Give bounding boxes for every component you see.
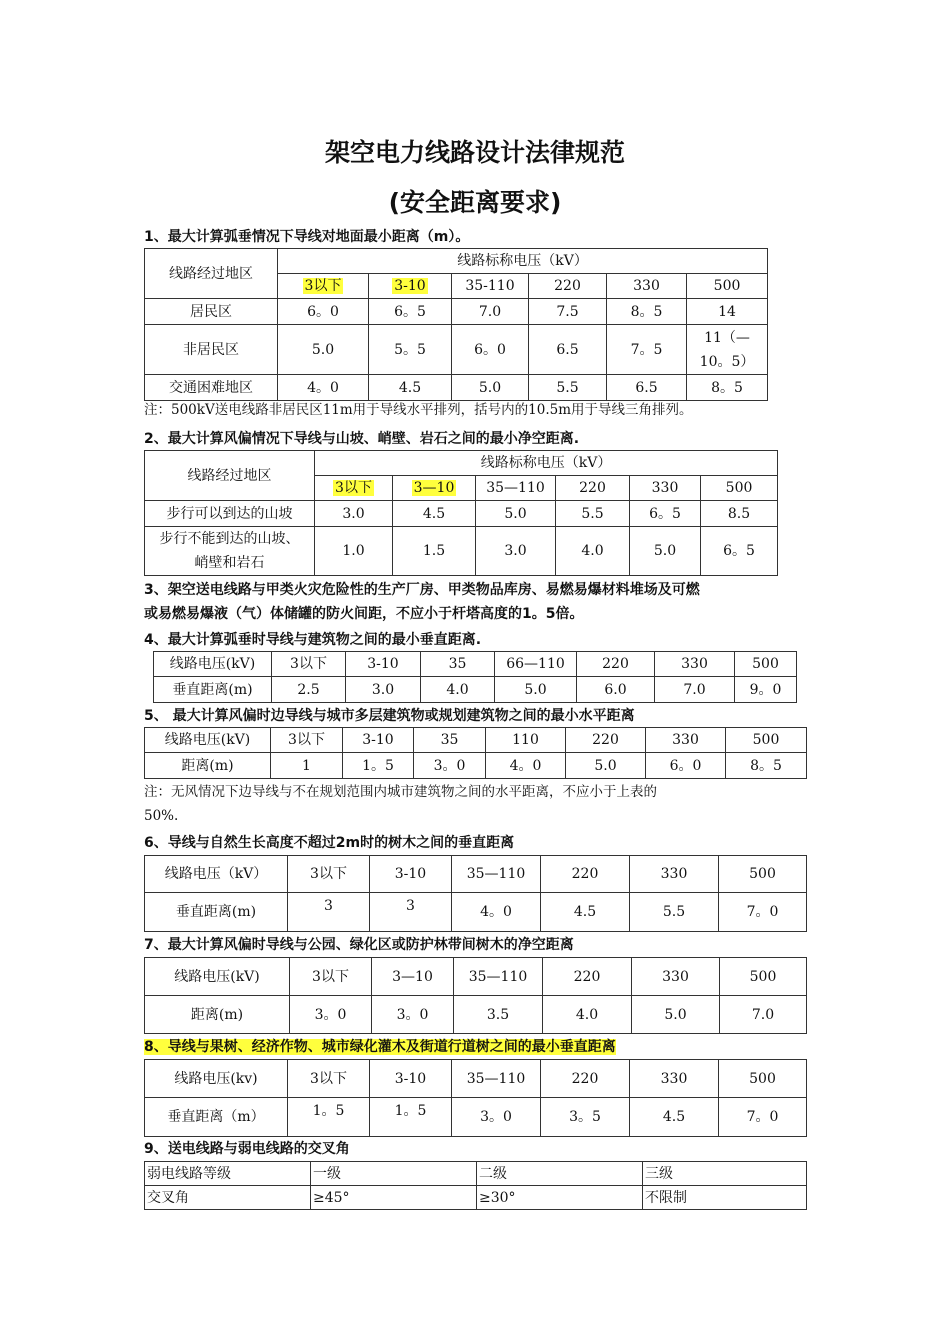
value-cell: 9。0 [735, 677, 797, 703]
highlighted-text: 3以下 [304, 278, 342, 294]
value-cell: 7.0 [655, 677, 735, 703]
value-cell: 3 [288, 893, 370, 932]
grade-cell: 二级 [477, 1162, 643, 1186]
voltage-cell: 3-10 [370, 856, 452, 893]
table-ground-distance [144, 248, 768, 401]
row-label: 步行可以到达的山坡 [145, 501, 315, 527]
value-cell: 6。5 [701, 527, 778, 576]
voltage-cell: 330 [607, 274, 687, 299]
voltage-cell: 330 [655, 652, 735, 677]
table-building-vertical [153, 651, 797, 703]
row-label: 垂直距离（m） [145, 1098, 288, 1137]
voltage-cell: 3以下 [271, 728, 343, 753]
value-cell: 6.0 [577, 677, 655, 703]
voltage-cell [393, 476, 476, 501]
table-crossing-angle [144, 1161, 807, 1210]
value-cell: 7.5 [529, 299, 607, 325]
value-cell: 4.0 [421, 677, 495, 703]
voltage-cell: 220 [566, 728, 646, 753]
section-5-note-line-2: 50%. [144, 808, 179, 824]
row-label: 非居民区 [145, 325, 278, 375]
voltage-header: 线路标称电压（kV） [315, 451, 778, 476]
row-label: 线路电压(kV) [154, 652, 272, 677]
grade-cell: 一级 [311, 1162, 477, 1186]
table-building-horizontal [144, 727, 807, 779]
voltage-cell: 3以下 [288, 1060, 370, 1098]
value-cell: 1.0 [315, 527, 393, 576]
section-3-line-1: 3、架空送电线路与甲类火灾危险性的生产厂房、甲类物品库房、易燃易爆材料堆场及可燃 [144, 582, 700, 598]
label-line: 步行不能到达的山坡、 [159, 531, 300, 547]
voltage-cell: 35—110 [452, 1060, 541, 1098]
row-label: 交叉角 [145, 1186, 311, 1210]
area-header: 线路经过地区 [145, 249, 278, 299]
voltage-cell: 35—110 [476, 476, 556, 501]
voltage-cell: 3—10 [372, 958, 454, 996]
value-cell [687, 325, 768, 375]
voltage-cell: 35 [421, 652, 495, 677]
value-cell: 7。0 [719, 893, 807, 932]
value-cell: 6.5 [529, 325, 607, 375]
value-cell: 4。0 [278, 375, 369, 401]
row-label: 距离(m) [145, 996, 290, 1034]
highlighted-text: 3以下 [335, 480, 372, 496]
document-subtitle: (安全距离要求) [388, 188, 562, 217]
voltage-cell: 500 [719, 856, 807, 893]
value-cell: 1.5 [393, 527, 476, 576]
angle-cell: 不限制 [643, 1186, 807, 1210]
document-title: 架空电力线路设计法律规范 [324, 138, 625, 167]
row-label: 弱电线路等级 [145, 1162, 311, 1186]
voltage-cell: 35—110 [452, 856, 541, 893]
section-5-heading: 5、 最大计算风偏时边导线与城市多层建筑物或规划建筑物之间的最小水平距离 [144, 708, 635, 724]
value-cell: 5.5 [556, 501, 630, 527]
voltage-cell: 35-110 [452, 274, 529, 299]
value-cell: 1。5 [343, 753, 414, 779]
value-cell: 5.0 [632, 996, 720, 1034]
row-label: 垂直距离(m) [145, 893, 288, 932]
voltage-cell: 220 [541, 1060, 630, 1098]
value-cell: 3。5 [541, 1098, 630, 1137]
section-2-heading: 2、最大计算风偏情况下导线与山坡、峭壁、岩石之间的最小净空距离. [144, 431, 580, 447]
value-cell: 2.5 [272, 677, 346, 703]
row-label: 距离(m) [145, 753, 271, 779]
section-5-note-line-1: 注：无风情况下边导线与不在规划范围内城市建筑物之间的水平距离，不应小于上表的 [144, 784, 657, 800]
highlighted-text: 3-10 [394, 278, 426, 294]
section-6-heading: 6、导线与自然生长高度不超过2m时的树木之间的垂直距离 [144, 835, 515, 851]
value-cell: 3.0 [315, 501, 393, 527]
row-label: 交通困难地区 [145, 375, 278, 401]
value-cell: 5.0 [452, 375, 529, 401]
value-cell: 4.5 [541, 893, 630, 932]
value-cell: 8。5 [726, 753, 807, 779]
voltage-cell: 330 [632, 958, 720, 996]
voltage-cell [278, 274, 369, 299]
table-natural-trees [144, 855, 807, 932]
value-cell: 3。0 [452, 1098, 541, 1137]
row-label: 线路电压(kV) [145, 728, 271, 753]
row-label: 垂直距离(m) [154, 677, 272, 703]
voltage-cell: 330 [630, 856, 719, 893]
value-cell: 5.5 [630, 893, 719, 932]
table-park-trees [144, 957, 807, 1034]
voltage-cell: 3-10 [346, 652, 421, 677]
voltage-cell: 330 [630, 1060, 719, 1098]
voltage-cell: 500 [720, 958, 807, 996]
value-cell: 3.5 [454, 996, 543, 1034]
voltage-cell: 500 [726, 728, 807, 753]
voltage-cell: 3以下 [288, 856, 370, 893]
voltage-cell: 3-10 [370, 1060, 452, 1098]
value-cell: 7.0 [720, 996, 807, 1034]
voltage-cell: 220 [541, 856, 630, 893]
value-cell: 1。5 [370, 1098, 452, 1137]
value-cell: 4.5 [393, 501, 476, 527]
value-cell: 5。5 [369, 325, 452, 375]
voltage-cell: 500 [719, 1060, 807, 1098]
voltage-cell: 220 [556, 476, 630, 501]
voltage-cell: 330 [646, 728, 726, 753]
value-cell: 6。0 [452, 325, 529, 375]
voltage-cell: 500 [701, 476, 778, 501]
value-cell: 6。5 [630, 501, 701, 527]
value-cell: 6.5 [607, 375, 687, 401]
section-4-heading: 4、最大计算弧垂时导线与建筑物之间的最小垂直距离. [144, 632, 482, 648]
voltage-cell: 500 [687, 274, 768, 299]
voltage-cell: 220 [529, 274, 607, 299]
section-9-heading: 9、送电线路与弱电线路的交叉角 [144, 1141, 350, 1157]
section-7-heading: 7、最大计算风偏时导线与公园、绿化区或防护林带间树木的净空距离 [144, 937, 574, 953]
grade-cell: 三级 [643, 1162, 807, 1186]
highlighted-heading: 8、导线与果树、经济作物、城市绿化灌木及街道行道树之间的最小垂直距离 [144, 1039, 616, 1055]
value-cell: 4.5 [630, 1098, 719, 1137]
value-cell: 4。0 [452, 893, 541, 932]
value-cell: 8.5 [701, 501, 778, 527]
section-1-note: 注：500kV送电线路非居民区11m用于导线水平排列，括号内的10.5m用于导线三角排列。 [144, 402, 693, 418]
voltage-cell: 35—110 [454, 958, 543, 996]
row-label: 线路电压(kv) [145, 1060, 288, 1098]
value-cell: 6。0 [278, 299, 369, 325]
value-cell: 5.0 [630, 527, 701, 576]
angle-cell: ≥30° [477, 1186, 643, 1210]
highlighted-text: 3—10 [413, 480, 455, 496]
value-line: 11（— [704, 329, 750, 346]
value-cell: 3 [370, 893, 452, 932]
voltage-cell: 220 [577, 652, 655, 677]
value-cell: 4。0 [486, 753, 566, 779]
voltage-cell: 330 [630, 476, 701, 501]
value-cell: 4.5 [369, 375, 452, 401]
section-8-heading [144, 1037, 616, 1057]
value-cell: 3.0 [346, 677, 421, 703]
voltage-cell: 35 [414, 728, 486, 753]
label-line: 峭壁和岩石 [194, 555, 265, 571]
value-cell: 7.0 [452, 299, 529, 325]
row-label [145, 527, 315, 576]
value-cell: 8。5 [607, 299, 687, 325]
value-cell: 3。0 [414, 753, 486, 779]
voltage-cell: 500 [735, 652, 797, 677]
voltage-header: 线路标称电压（kV） [278, 249, 768, 274]
value-cell: 1。5 [288, 1098, 370, 1137]
value-cell: 5.0 [495, 677, 577, 703]
area-header: 线路经过地区 [145, 451, 315, 501]
value-cell: 3.0 [476, 527, 556, 576]
row-label: 居民区 [145, 299, 278, 325]
table-fruit-trees [144, 1059, 807, 1137]
value-cell: 7。5 [607, 325, 687, 375]
value-cell: 5.0 [566, 753, 646, 779]
value-cell: 3。0 [372, 996, 454, 1034]
section-1-heading: 1、最大计算弧垂情况下导线对地面最小距离（m）。 [144, 229, 470, 245]
value-cell: 7。0 [719, 1098, 807, 1137]
value-cell: 5.5 [529, 375, 607, 401]
value-cell: 6。0 [646, 753, 726, 779]
voltage-cell [369, 274, 452, 299]
value-cell: 4.0 [556, 527, 630, 576]
value-cell: 6。5 [369, 299, 452, 325]
value-cell: 5.0 [476, 501, 556, 527]
value-cell: 14 [687, 299, 768, 325]
voltage-cell: 3以下 [272, 652, 346, 677]
table-slope-clearance [144, 450, 778, 576]
value-cell: 4.0 [543, 996, 632, 1034]
voltage-cell [315, 476, 393, 501]
row-label: 线路电压(kV) [145, 958, 290, 996]
value-line: 10。5） [699, 353, 755, 370]
voltage-cell: 220 [543, 958, 632, 996]
value-cell: 5.0 [278, 325, 369, 375]
voltage-cell: 3-10 [343, 728, 414, 753]
value-cell: 1 [271, 753, 343, 779]
voltage-cell: 110 [486, 728, 566, 753]
voltage-cell: 66—110 [495, 652, 577, 677]
section-3-line-2: 或易燃易爆液（气）体储罐的防火间距，不应小于杆塔高度的1。5倍。 [144, 606, 584, 622]
value-cell: 8。5 [687, 375, 768, 401]
angle-cell: ≥45° [311, 1186, 477, 1210]
value-cell: 3。0 [290, 996, 372, 1034]
row-label: 线路电压（kV） [145, 856, 288, 893]
voltage-cell: 3以下 [290, 958, 372, 996]
